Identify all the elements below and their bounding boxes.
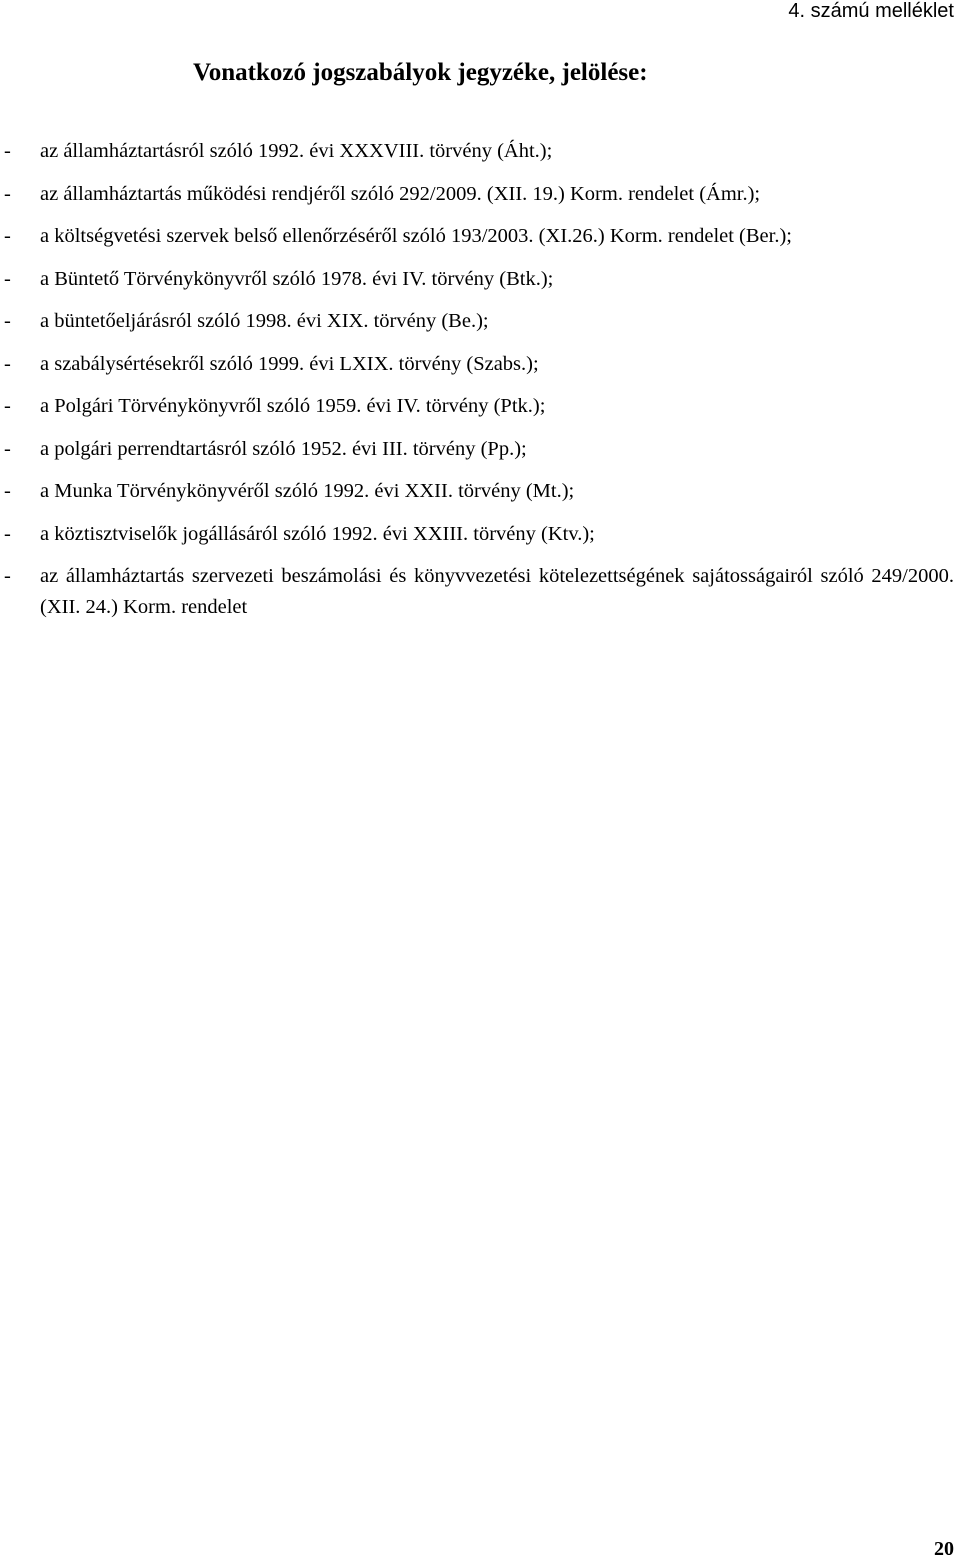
list-item	[0, 136, 960, 167]
law-reference: az államháztartásról szóló 1992. évi XXXVIII. törvény (Áht.);	[40, 140, 553, 162]
page-number: 20	[934, 1538, 954, 1560]
list-bullet: -	[4, 140, 11, 162]
list-item	[0, 179, 960, 210]
list-item	[0, 434, 960, 465]
annex-label: 4. számú melléklet	[788, 0, 954, 22]
list-item	[0, 561, 960, 623]
page-title: Vonatkozó jogszabályok jegyzéke, jelölése:	[193, 59, 648, 86]
law-reference: az államháztartás szervezeti beszámolási és könyvvezetési kötelezettségének sajátosságairól szóló 249/2000. (XII. 24.) Korm. rendelet	[40, 565, 954, 618]
list-item	[0, 264, 960, 295]
list-bullet: -	[4, 565, 11, 587]
list-bullet: -	[4, 480, 11, 502]
law-list	[0, 136, 960, 635]
law-reference: a köztisztviselők jogállásáról szóló 1992. évi XXIII. törvény (Ktv.);	[40, 522, 595, 545]
list-bullet: -	[4, 522, 11, 545]
law-reference: a költségvetési szervek belső ellenőrzéséről szóló 193/2003. (XI.26.) Korm. rendelet (Ber.);	[40, 225, 793, 247]
law-reference: a szabálysértésekről szóló 1999. évi LXIX. törvény (Szabs.);	[40, 352, 539, 375]
law-reference: a Büntető Törvénykönyvről szóló 1978. évi IV. törvény (Btk.);	[40, 267, 554, 290]
list-item	[0, 349, 960, 380]
list-bullet: -	[4, 310, 11, 332]
law-reference: az államháztartás működési rendjéről szóló 292/2009. (XII. 19.) Korm. rendelet (Ámr.);	[40, 182, 761, 205]
list-item	[0, 391, 960, 422]
law-reference: a Munka Törvénykönyvéről szóló 1992. évi XXII. törvény (Mt.);	[40, 480, 575, 502]
list-item	[0, 519, 960, 550]
list-item	[0, 221, 960, 252]
list-bullet: -	[4, 182, 11, 205]
law-reference: a Polgári Törvénykönyvről szóló 1959. évi IV. törvény (Ptk.);	[40, 395, 546, 417]
list-bullet: -	[4, 437, 11, 460]
list-bullet: -	[4, 395, 11, 417]
law-reference: a büntetőeljárásról szóló 1998. évi XIX. törvény (Be.);	[40, 310, 489, 332]
law-reference: a polgári perrendtartásról szóló 1952. évi III. törvény (Pp.);	[40, 437, 527, 460]
list-bullet: -	[4, 225, 11, 247]
list-bullet: -	[4, 352, 11, 375]
list-item	[0, 476, 960, 507]
list-item	[0, 306, 960, 337]
list-bullet: -	[4, 267, 11, 290]
